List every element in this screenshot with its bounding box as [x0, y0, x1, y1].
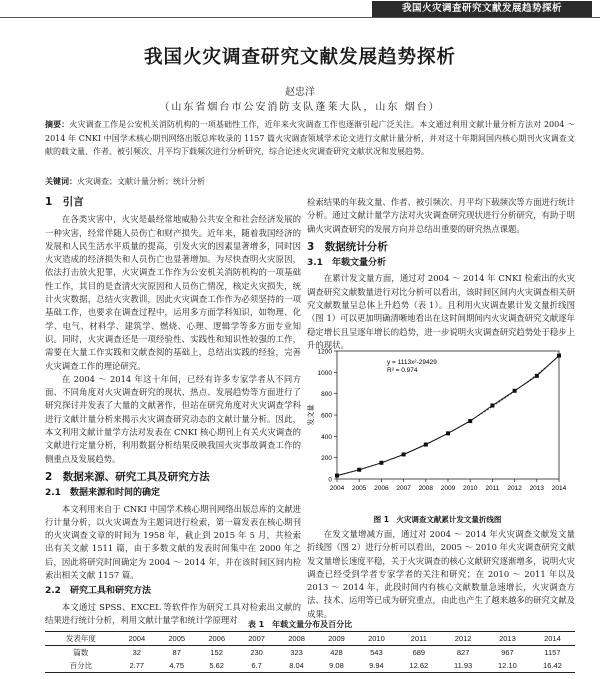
table-header-year: 2010	[368, 634, 385, 643]
table-cell: 8.04	[289, 661, 304, 670]
table-cell: 16.42	[543, 661, 562, 670]
figure-1-caption: 图 1 火灾调查文献累计发文量折线图	[373, 515, 502, 524]
data-point	[402, 452, 406, 456]
section-1-heading: 1 引言	[45, 196, 84, 208]
header-rule	[0, 17, 600, 18]
table-cell: 5.62	[209, 661, 224, 670]
table-header-year: 2014	[544, 634, 561, 643]
x-tick-label: 2008	[418, 485, 434, 492]
section-2-2-heading: 2.2 研究工具和研究方法	[45, 586, 151, 597]
table-cell: 87	[172, 648, 181, 657]
y-axis-label: 发文量	[308, 404, 315, 426]
x-tick-label: 2004	[329, 485, 345, 492]
table-header-year: 2005	[168, 634, 186, 643]
keywords-text: 火灾调查；文献计量分析；统计分析	[77, 177, 205, 186]
table-header-year: 2012	[454, 634, 472, 643]
data-point	[357, 468, 361, 472]
cumulative-publications-chart	[305, 337, 570, 505]
table-row-label: 百分比	[69, 661, 93, 670]
x-tick-label: 2013	[529, 485, 545, 492]
table-header-year: 2008	[288, 634, 305, 643]
running-header: 我国火灾调查研究文献发展趋势探析	[372, 1, 592, 17]
data-point	[424, 443, 428, 447]
method-paragraph: 检索结果的年载文量、作者、被引频次、月平均下载频次等方面进行统计分析。通过文献计量学方法对火灾调查研究现状进行分析研究，有助于明确火灾调查研究的发展方向并总结出重要的研究热点课题。	[307, 197, 575, 234]
affiliation: （山东省烟台市公安消防支队蓬莱大队，山东 烟台）	[159, 102, 441, 113]
table-cell: 9.94	[369, 661, 384, 670]
table-cell: 428	[330, 648, 343, 657]
table-header-year: 2013	[499, 634, 516, 643]
x-tick-label: 2014	[551, 485, 567, 492]
data-point	[490, 404, 494, 408]
table-header-year: 2011	[410, 634, 427, 643]
y-tick-label: 800	[321, 391, 332, 399]
paper-title: 我国火灾调查研究文献发展趋势探析	[143, 47, 456, 68]
left-column	[45, 196, 301, 625]
table-cell: 4.75	[169, 661, 185, 670]
data-point	[446, 431, 450, 435]
x-tick-label: 2011	[485, 485, 500, 492]
plot-area	[337, 351, 559, 479]
section-3-1-paragraph: 在累计发文量方面，通过对 2004 ～ 2014 年 CNKI 检索出的火灾调查研究文献数量进行对比分析可以看出，该时间区间内火灾调查相关研究文献数量呈总体上升趋势（表 1）。且利用火灾调查累计发文量折线图（图 1）可以更加明确清晰地看出在这时间期间内火灾调查研究文献逐年稳定增长且呈逐年增长的趋势，进一步说明火灾调查研究趋势处于稳步上升的现状。	[307, 273, 575, 350]
table-row	[45, 646, 575, 660]
y-tick-label: 200	[321, 455, 332, 463]
keywords	[45, 176, 575, 187]
series-line	[337, 356, 559, 476]
table-cell: 6.7	[251, 661, 262, 670]
section-3-heading: 3 数据统计分析	[307, 240, 388, 253]
table-cell: 689	[412, 648, 426, 657]
x-tick-label: 2009	[440, 485, 456, 492]
table-cell: 12.10	[498, 661, 517, 670]
right-column-top	[307, 196, 575, 352]
table-cell: 827	[456, 648, 470, 657]
x-tick-label: 2010	[462, 485, 478, 492]
y-tick-label: 600	[321, 412, 332, 420]
table-cell: 32	[132, 648, 141, 657]
table-header-year: 2009	[328, 634, 345, 643]
section-2-2-paragraph: 本文通过 SPSS、EXCEL 等软件作为研究工具对检索出文献的结果进行统计分析，利用文献计量学和统计学原理对	[45, 601, 301, 625]
y-tick-label: 0	[328, 476, 332, 484]
y-tick-label: 1200	[317, 348, 332, 356]
table-1-caption: 表 1 年载文量分布及百分比	[247, 620, 353, 629]
data-point	[379, 461, 383, 465]
y-tick-label: 1000	[317, 369, 332, 377]
table-cell: 543	[370, 648, 383, 657]
x-tick-label: 2007	[396, 485, 411, 492]
table-cell: 9.08	[329, 661, 344, 670]
section-2-heading: 2 数据来源、研究工具及研究方法	[45, 470, 210, 483]
data-point	[535, 374, 539, 378]
section-3-1-heading: 3.1 年载文量分析	[307, 258, 386, 269]
section-1-paragraph: 在 2004 ～ 2014 年这十年间，已经有许多专家学者从不同方面、不同角度对火灾调查研究的现状、热点、发展趋势等方面进行了研究探讨并发表了大量的文献著作，但站在研究角度对火灾调查学科进行文献计量分析来揭示火灾调查研究动态的文献计量分析。因此，本文利用文献计量学方法对发表在 CNKI 核心期刊上有关火灾调查的文献进行定量分析，利用数据分析结果反映我国火灾事故调查工作的侧重点及发展趋势。	[45, 373, 301, 464]
right-column-bottom	[307, 528, 575, 619]
y-tick-label: 400	[321, 433, 332, 441]
table-cell: 230	[250, 648, 263, 657]
table-cell: 12.62	[409, 661, 429, 670]
table-cell: 152	[210, 648, 223, 657]
abstract-text: 火灾调查工作是公安机关消防机构的一项基础性工作，近年来火灾调查工作也逐渐引起广泛关注。本文通过利用文献计量分析方法对 2004 ～ 2014 年 CNKI 中国学术核心期刊网络出版总库收录的 1157 篇火灾调查领域学术论文进行文献计量分析，并对这十年期间国内核心期刊火灾调查文献的载文量、作者、被引频次、月平均下载频次进行分析研究，综合论述火灾调查研究文献状况和发展趋势。	[45, 120, 576, 157]
section-3-1-paragraph-2: 在发文量增减方面，通过对 2004 ～ 2014 年火灾调查文献发文量折线图（图 2）进行分析可以看出，2005 ～ 2010 年火灾调查研究文献发文量增长速度平稳，关于火灾调查的核心文献研究逐渐增多，说明火灾调查已经受到学者专家学者的关注和研究；在 2010 ～ 2011 年以及 2013 ～ 2014 年，此段时间内有核心文献数量急速增长，火灾调查方法、技术、运用等已成为研究重点，由此也产生了越来越多的研究文献及成果。	[307, 529, 575, 619]
author: 赵忠洋	[285, 87, 315, 98]
abstract	[45, 118, 575, 159]
x-tick-label: 2012	[507, 485, 522, 492]
table-header-year: 2004	[128, 634, 146, 643]
trendline-r2: R² = 0.974	[387, 367, 418, 374]
table-cell: 2.77	[129, 661, 145, 670]
keywords-label: 关键词：	[45, 177, 77, 186]
data-point	[557, 354, 561, 358]
table-header-year: 2006	[208, 634, 225, 643]
x-tick-label: 2006	[374, 485, 389, 492]
table-row	[45, 659, 575, 673]
table-cell: 323	[290, 648, 303, 657]
table-header-label: 发表年度	[65, 634, 96, 643]
table-cell: 1157	[544, 648, 561, 657]
table-header-row	[45, 632, 575, 646]
table-cell: 11.93	[454, 661, 473, 670]
data-point	[335, 474, 339, 478]
trendline-equation: y = 1113x²-29429	[387, 359, 437, 366]
table-row-label: 篇数	[73, 648, 89, 657]
data-point	[513, 389, 517, 393]
table-header-year: 2007	[248, 634, 265, 643]
trendline	[337, 356, 559, 475]
x-tick-label: 2005	[351, 485, 367, 492]
table-cell: 967	[501, 648, 514, 657]
section-2-1-paragraph: 本文利用来自于 CNKI 中国学术核心期刊网络出版总库的文献进行计量分析，以火灾调查为主题词进行检索，第一篇发表在核心期刊的火灾调查文章的时间为 1958 年，截止到 2015 年 5 月，共检索出有关文献 1511 篇，由于多数文献的发表时间集中在 2000 年之后，因此将研究时间确定为 2004 ～ 2014 年，并在该时间区间内检索出相关文献 1157 篇。	[45, 503, 301, 581]
abstract-label: 摘要：	[45, 120, 70, 129]
section-1-paragraph: 在各类灾害中，火灾是最经常地威胁公共安全和社会经济发展的一种灾害，经常伴随人员伤亡和财产损失。近年来，随着我国经济的发展和人民生活水平质量的提高，引发火灾的因素显著增多，同时因火灾造成的经济损失和人员伤亡也显著增加。为尽快查明火灾原因，依法打击放火犯罪，火灾调查工作作为公安机关消防机构的一项基础性工作，其目的是查清火灾原因和人员伤亡情况，核定火灾损失，统计火灾数据，总结火灾教训，因此火灾调查工作作为必须坚持的一项基础工作，也要求在调查过程中，运用多方面学科知识，如物理、化学、电气、材料学、建筑学、燃烧、心理、逻辑学等多方面专业知识。同时，火灾调查还是一项经验性、实践性和知识性较强的工作，需要在大量工作实践和文献查阅的基础上，总结出实践的经验，完善火灾调查工作的理论研究。	[45, 214, 301, 371]
data-point	[468, 419, 472, 423]
publication-table	[45, 631, 575, 673]
section-2-1-heading: 2.1 数据来源和时间的确定	[45, 488, 160, 499]
